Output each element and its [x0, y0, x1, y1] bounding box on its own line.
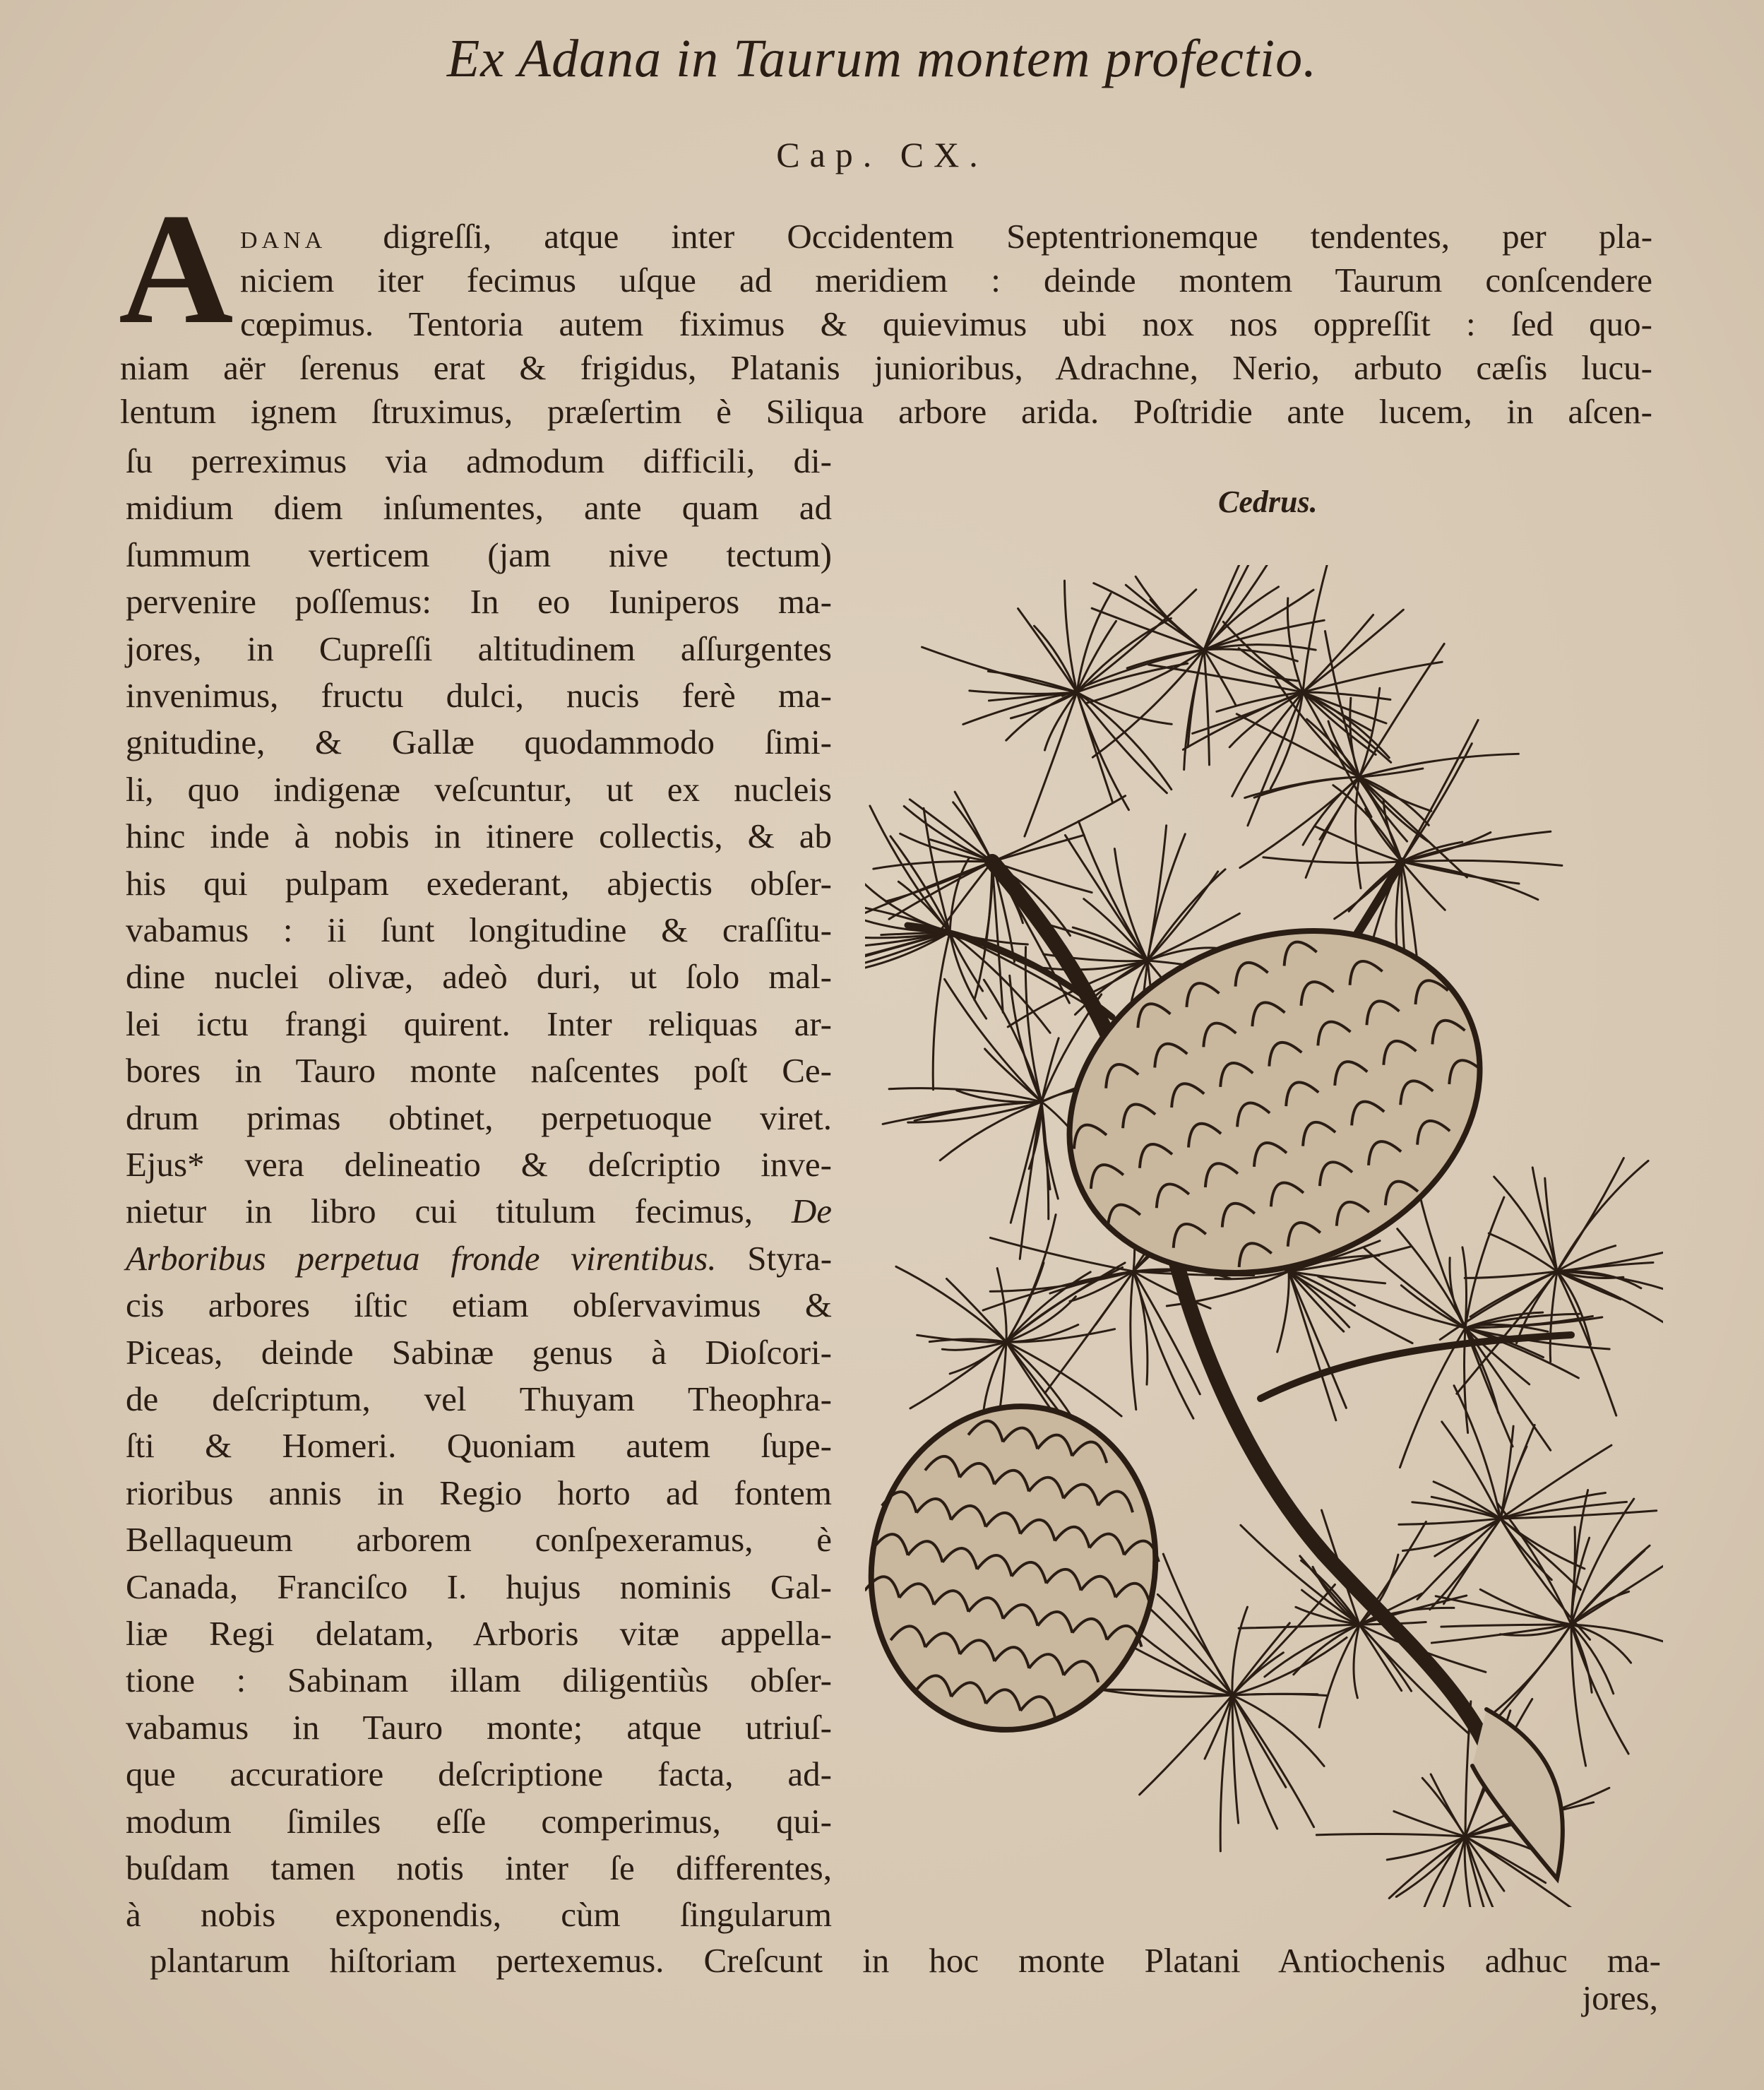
needle [1399, 1519, 1501, 1524]
needle [1133, 1271, 1148, 1384]
needle [1236, 714, 1359, 777]
needle [1550, 1271, 1557, 1362]
text-line: vabamus in Tauro monte; atque utriuſ- [126, 1707, 832, 1747]
branch-stump [1472, 1709, 1563, 1879]
book-title-italic: De [791, 1192, 832, 1231]
needle [1084, 899, 1148, 961]
cedar-woodcut-illustration [865, 565, 1663, 1907]
needle [1462, 1247, 1467, 1328]
needle [1354, 1625, 1359, 1698]
needle [1232, 1695, 1324, 1766]
text-line: gnitudine, & Gallæ quodammodo ſimi- [126, 723, 832, 762]
bottom-line: plantarum hiſtoriam pertexemus. Creſcunt in hoc monte Platani Antiochenis adhuc ma- [150, 1941, 1661, 1980]
needle [1419, 1192, 1465, 1328]
text-line: niciem iter fecimus uſque ad meridiem : deinde montem Taurum conſcendere [240, 261, 1652, 299]
text-line: dana digreſſi, atque inter Occidentem Septentrionemque tendentes, per pla- [240, 217, 1653, 256]
needle [1289, 1271, 1346, 1408]
needle [1501, 1426, 1513, 1519]
figure-caption: Cedrus. [1218, 485, 1318, 519]
needle [1184, 650, 1204, 770]
needle [933, 932, 950, 1090]
text-line: nietur in libro cui titulum fecimus, De [126, 1192, 832, 1231]
needle [896, 1266, 1006, 1342]
text-line: ſu perreximus via admodum difficili, di- [126, 441, 832, 480]
catchword: jores, [1582, 1978, 1658, 2017]
text-line: midium diem inſumentes, ante quam ad [126, 488, 832, 528]
needle [1157, 1594, 1232, 1695]
needle [946, 1278, 1006, 1342]
needle [1557, 1271, 1663, 1334]
text-line: de deſcriptum, vel Thuyam Theophra- [126, 1379, 832, 1418]
needle [1287, 598, 1303, 692]
needle [1140, 1695, 1232, 1795]
needle [1183, 692, 1303, 749]
needle [1495, 1625, 1571, 1711]
needle [1263, 857, 1402, 863]
text-line: Bellaqueum arborem conſpexeramus, è [126, 1520, 832, 1560]
text-line: bores in Tauro monte naſcentes poſt Ce- [126, 1051, 832, 1091]
branch [1261, 1335, 1571, 1399]
text-line: Arboribus perpetua fronde virentibus. Styra- [126, 1238, 833, 1278]
needle [1417, 1519, 1501, 1599]
needle [914, 1102, 1042, 1121]
needle [1289, 1271, 1336, 1420]
needle [1077, 692, 1172, 724]
needle [1359, 643, 1444, 777]
text-line: modum ſimiles eſſe comperimus, qui- [126, 1801, 832, 1841]
needle [1394, 1811, 1465, 1836]
text-line: vabamus : ii ſunt longitudine & craſſitu- [126, 910, 832, 949]
needle [1232, 1637, 1347, 1695]
text-line: Ejus* vera delineatio & deſcriptio inve- [126, 1145, 832, 1184]
chapter-heading: Cap. CX. [776, 135, 988, 174]
needle [1085, 650, 1204, 703]
text-line: ſti & Homeri. Quoniam autem ſupe- [126, 1426, 832, 1466]
needle [1501, 1519, 1585, 1569]
needle [1501, 1445, 1611, 1519]
needle [1303, 565, 1328, 692]
needle [1359, 754, 1518, 777]
needle [1497, 1503, 1571, 1625]
needle [1092, 608, 1204, 650]
text-line: cis arbores iſtic etiam obſervavimus & [126, 1286, 832, 1325]
needle [1429, 1836, 1465, 1907]
text-line: cœpimus. Tentoria autem fiximus & quievimus ubi nox nos oppreſſit : ſed quo- [240, 304, 1652, 343]
drop-cap-initial: A [119, 180, 234, 357]
text-line: que accuratiore deſcriptione facta, ad- [126, 1754, 832, 1794]
text-line: invenimus, fructu dulci, nucis ferè ma- [126, 676, 832, 715]
text-line: tione : Sabinam illam diligentiùs obſer- [126, 1661, 832, 1700]
needle [1204, 650, 1209, 765]
text-line: liæ Regi delatam, Arboris vitæ appella- [126, 1614, 832, 1653]
needle [1387, 1836, 1465, 1860]
needle [1232, 692, 1303, 796]
needle [1232, 1694, 1327, 1695]
needle [992, 835, 1084, 862]
needle [908, 1102, 1042, 1122]
needle [1077, 692, 1167, 793]
text-line: Canada, Franciſco I. hujus nominis Gal- [126, 1567, 832, 1606]
needle [1494, 1177, 1557, 1271]
needle [1025, 692, 1077, 836]
needle [1435, 1519, 1501, 1556]
needle [990, 1237, 1133, 1271]
needle [870, 806, 950, 932]
needle [1020, 1102, 1042, 1259]
text-line: jores, in Cupreſſi altitudinem aſſurgentes [126, 629, 832, 668]
text-line: lei ictu frangi quirent. Inter reliquas ar- [126, 1004, 832, 1043]
needle [1443, 1519, 1501, 1604]
text-line: ſummum verticem (jam nive tectum) [126, 535, 832, 574]
text-line: drum primas obtinet, perpetuoque viret. [126, 1098, 832, 1137]
lead-word: dana [240, 217, 383, 256]
needle [1557, 1160, 1648, 1271]
running-title: Ex Adana in Taurum montem profectio. [446, 29, 1318, 88]
needle [1396, 1836, 1465, 1896]
text-line: Piceas, deinde Sabinæ genus à Dioſcori- [126, 1332, 832, 1372]
needle [1006, 1297, 1075, 1342]
needle [1148, 834, 1185, 961]
needle [1398, 1229, 1465, 1328]
text-line: li, quo indigenæ veſcuntur, ut ex nucleis [126, 769, 832, 809]
needle [1318, 1276, 1465, 1328]
needle [889, 1088, 1042, 1102]
text-line: rioribus annis in Regio horto ad fontem [126, 1473, 832, 1512]
needle [1389, 1836, 1465, 1898]
text-line: lentum ignem ſtruximus, præſertim è Siliqua arbore arida. Poſtridie ante lucem, in aſcen- [120, 392, 1652, 431]
needle [1465, 1328, 1551, 1450]
needle [1131, 1271, 1136, 1410]
needle [992, 796, 1126, 862]
text-line: buſdam tamen notis inter ſe differentes, [126, 1848, 832, 1887]
needle [1442, 1422, 1501, 1519]
needle [1454, 1386, 1501, 1519]
needle [1077, 692, 1172, 790]
text-line: dine nuclei olivæ, adeò duri, ut ſolo mal- [126, 957, 832, 997]
needle [1316, 1834, 1465, 1836]
text-line: niam aër ſerenus erat & frigidus, Platanis junioribus, Adrachne, Nerio, arbuto cæſis lucu- [120, 348, 1652, 387]
cedar-cone [865, 1381, 1184, 1755]
book-title-italic: Arboribus perpetua fronde virentibus. [126, 1238, 717, 1278]
needle [1501, 1425, 1534, 1519]
needle [955, 792, 992, 862]
text-line: his qui pulpam exederant, abjectis obſer- [126, 863, 832, 903]
needle [1277, 1271, 1289, 1352]
needle [1402, 720, 1478, 862]
text-line: à nobis exponendis, cùm ſingularum [126, 1895, 832, 1935]
text-line: hinc inde à nobis in itinere collectis, & ab [126, 817, 832, 856]
text-line: pervenire poſſemus: In eo Iuniperos ma- [126, 582, 832, 622]
